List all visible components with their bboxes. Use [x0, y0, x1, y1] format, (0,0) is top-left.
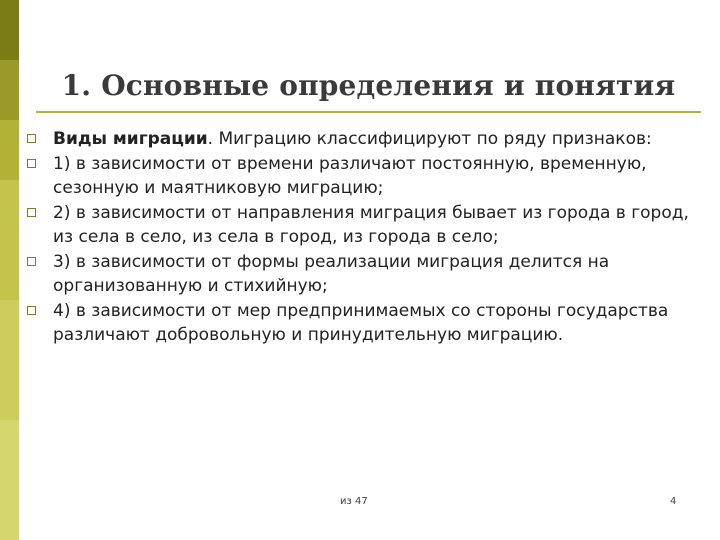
bullet-item: [20, 201, 710, 250]
title-divider: [36, 111, 701, 113]
bullet-text: . Миграцию классифицируют по ряду признаков:: [207, 129, 652, 149]
bullet-item: [20, 250, 710, 299]
square-bullet-icon: [27, 208, 36, 217]
square-bullet-icon: [27, 159, 36, 168]
bullet-list: [20, 127, 710, 348]
square-bullet-icon: [27, 134, 36, 143]
bullet-item: [20, 127, 710, 152]
bullet-text: 2) в зависимости от направления миграция бывает из города в город, из села в село, из села в город, из города в село;: [53, 202, 689, 247]
page-number: 4: [670, 496, 677, 507]
square-bullet-icon: [27, 257, 36, 266]
bullet-term: Виды миграции: [53, 129, 208, 149]
left-accent-band: [0, 0, 19, 540]
bullet-text: 1) в зависимости от времени различают постоянную, временную, сезонную и маятниковую миграцию;: [53, 153, 647, 198]
bullet-item: [20, 152, 710, 201]
bullet-text: 4) в зависимости от мер предпринимаемых со стороны государства различают добровольную и принудительную миграцию.: [53, 300, 669, 345]
bullet-item: [20, 299, 710, 348]
slide-title: 1. Основные определения и понятия: [61, 69, 676, 102]
slide-count-footer: из 47: [340, 496, 368, 507]
square-bullet-icon: [27, 306, 36, 315]
bullet-text: 3) в зависимости от формы реализации миграция делится на организованную и стихийную;: [53, 251, 610, 296]
